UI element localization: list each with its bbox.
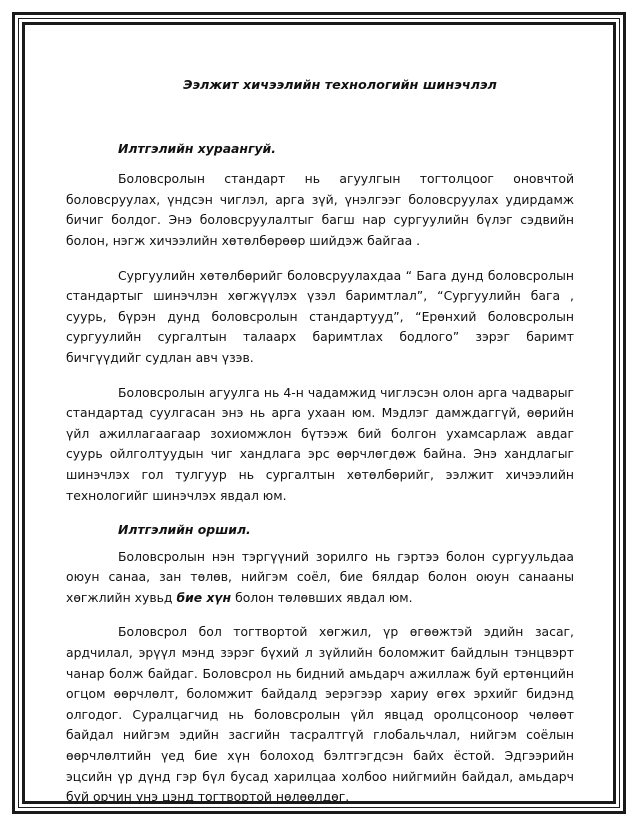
intro-paragraph-1 [66, 547, 574, 609]
intro-paragraph-2: Боловсрол бол тогтвортой хөгжил, үр өгөөжтэй эдийн засаг, ардчилал, эрүүл мэнд зэрэг бүхий л зүйлийн боломжит байдлын тэнцвэрт чанар болж байдаг. Боловсрол нь бидний амьдарч ажиллаж буй ертөнцийн огцом өөрчлөлт, боломжит байдалд эерэгээр хариу өгөх эрхийг бидэнд олгодог. Суралцагчид нь боловсролын үйл явцад оролцсоноор чөлөөт байдал нийгэм эдийн засгийн тасралтгүй глобальчлал, нийгэм соёлын өөрчлөлтийн үед бие хүн болоход бэлтгэгдсэн байх ёстой. Эдгээрийн эцсийн үр дүнд гэр бүл бусад харилцаа холбоо нийгмийн байдал, амьдарч буй орчин үнэ цэнд тогтвортой нөлөөлдөг. [66, 624, 574, 805]
intro-paragraph-1-tail: болон төлөвших явдал юм. [231, 589, 413, 605]
intro-heading: Илтгэлийн оршил. [118, 522, 251, 538]
abstract-paragraph-3: Боловсролын агуулга нь 4-н чадамжид чиглэсэн олон арга чадварыг стандартад суулгасан энэ нь арга ухаан юм. Мэдлэг дамждаггүй, өөрийн үйл ажиллагаагаар зохиомжлон бүтээж бий болгон ухамсарлаж авдаг суурь ойлголтуудын чиг хандлага эрс өөрчлөгдөж байна. Энэ хандлагыг шинэчлэх гол тулгуур нь сургалтын хөтөлбөрийг, ээлжит хичээлийн технологийг шинэчлэх явдал юм. [66, 384, 574, 503]
abstract-heading: Илтгэлийн хураангуй. [118, 140, 276, 156]
intro-paragraph-1-text: Боловсролын нэн тэргүүний зорилго нь гэртээ болон сургуульдаа оюун санаа, зан төлөв, нийгэм соёл, бие бялдар болон оюун санааны хөгжлийн хувьд [66, 548, 574, 605]
abstract-paragraph-1: Боловсролын стандарт нь агуулгын тогтолцоог оновчтой боловсруулах, үндсэн чиглэл, арга зүй, үнэлгээг боловсруулах удирдамж бичиг болдог. Энэ боловсруулалтыг багш нар сургуулийн бүлэг сэдвийн болон, нэгж хичээлийн хөтөлбөрөөр шийдэж байгаа . [66, 171, 574, 248]
abstract-paragraph-2: Сургуулийн хөтөлбөрийг боловсруулахдаа “ Бага дунд боловсролын стандартыг шинэчлэн хөгжүүлэх үзэл баримтлал”, “Сургуулийн бага , суурь, бүрэн дунд боловсролын стандартууд”, “Ерөнхий боловсролын сургуулийн сургалтын талаарх баримтлах бодлого” зэрэг баримт бичгүүдийг судлан авч үзэв. [66, 267, 574, 365]
intro-paragraph-1-emphasis: бие хүн [176, 589, 232, 605]
document-body [66, 76, 574, 822]
document-title: Ээлжит хичээлийн технологийн шинэчлэл [183, 78, 497, 93]
